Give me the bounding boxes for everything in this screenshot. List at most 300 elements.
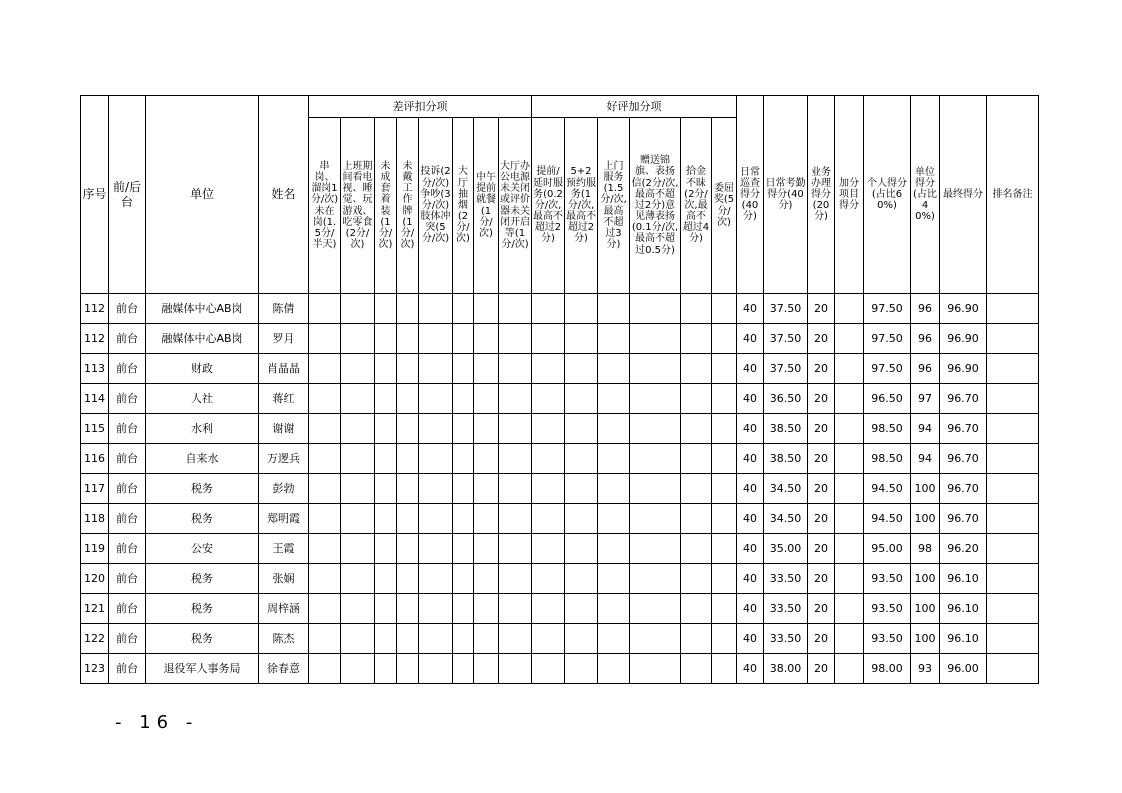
cell-unit-score: 98 [911, 534, 940, 564]
cell-no: 113 [81, 354, 109, 384]
cell-deduction-bonus-item [565, 654, 598, 684]
cell-front-back: 前台 [109, 324, 146, 354]
cell-deduction-bonus-item [598, 474, 630, 504]
table-row [81, 534, 1039, 564]
cell-final: 96.90 [940, 324, 987, 354]
cell-personal: 96.50 [864, 384, 911, 414]
cell-front-back: 前台 [109, 624, 146, 654]
cell-deduction-bonus-item [375, 294, 397, 324]
cell-unit: 退役军人事务局 [146, 654, 259, 684]
cell-deduction-bonus-item [375, 444, 397, 474]
cell-business: 20 [808, 384, 835, 414]
header-no: 序号 [81, 96, 109, 294]
cell-deduction-bonus-item [598, 444, 630, 474]
cell-deduction-bonus-item [630, 564, 681, 594]
cell-deduction-bonus-item [499, 354, 532, 384]
cell-deduction-bonus-item [309, 444, 341, 474]
cell-no: 116 [81, 444, 109, 474]
cell-bonus [835, 444, 864, 474]
cell-deduction-bonus-item [341, 444, 375, 474]
table-row [81, 474, 1039, 504]
cell-deduction-bonus-item [375, 534, 397, 564]
cell-deduction-bonus-item [419, 474, 453, 504]
cell-deduction-bonus-item [474, 354, 499, 384]
cell-attendance: 34.50 [764, 474, 808, 504]
cell-name: 谢谢 [259, 414, 309, 444]
cell-deduction-bonus-item [309, 624, 341, 654]
header-group-plus: 好评加分项 [532, 96, 737, 118]
cell-unit-score: 94 [911, 414, 940, 444]
cell-deduction-bonus-item [681, 564, 712, 594]
cell-deduction-bonus-item [453, 534, 474, 564]
cell-rank [987, 384, 1039, 414]
cell-deduction-bonus-item [375, 414, 397, 444]
cell-deduction-bonus-item [419, 384, 453, 414]
cell-bonus [835, 594, 864, 624]
cell-no: 112 [81, 294, 109, 324]
cell-deduction-bonus-item [309, 354, 341, 384]
cell-deduction-bonus-item [630, 354, 681, 384]
cell-personal: 98.50 [864, 444, 911, 474]
cell-front-back: 前台 [109, 594, 146, 624]
cell-deduction-bonus-item [630, 474, 681, 504]
cell-deduction-bonus-item [341, 534, 375, 564]
header-group-minus: 差评扣分项 [309, 96, 532, 118]
cell-deduction-bonus-item [309, 654, 341, 684]
cell-rank [987, 564, 1039, 594]
cell-unit: 自来水 [146, 444, 259, 474]
table-row [81, 594, 1039, 624]
cell-bonus [835, 294, 864, 324]
cell-deduction-bonus-item [532, 414, 565, 444]
cell-deduction-bonus-item [565, 384, 598, 414]
cell-deduction-bonus-item [499, 624, 532, 654]
cell-patrol: 40 [737, 324, 764, 354]
cell-deduction-bonus-item [474, 294, 499, 324]
cell-deduction-bonus-item [565, 294, 598, 324]
cell-unit-score: 94 [911, 444, 940, 474]
cell-deduction-bonus-item [598, 624, 630, 654]
cell-deduction-bonus-item [598, 384, 630, 414]
cell-deduction-bonus-item [532, 534, 565, 564]
cell-deduction-bonus-item [565, 504, 598, 534]
cell-deduction-bonus-item [341, 294, 375, 324]
cell-deduction-bonus-item [453, 354, 474, 384]
cell-deduction-bonus-item [453, 444, 474, 474]
cell-front-back: 前台 [109, 534, 146, 564]
cell-name: 周梓涵 [259, 594, 309, 624]
cell-deduction-bonus-item [397, 624, 419, 654]
cell-attendance: 33.50 [764, 624, 808, 654]
cell-personal: 97.50 [864, 354, 911, 384]
cell-deduction-bonus-item [309, 594, 341, 624]
cell-attendance: 38.00 [764, 654, 808, 684]
cell-final: 96.90 [940, 354, 987, 384]
cell-no: 114 [81, 384, 109, 414]
table-row [81, 354, 1039, 384]
cell-bonus [835, 384, 864, 414]
header-unit-score: 单位得分(占比40%) [911, 96, 940, 294]
cell-rank [987, 534, 1039, 564]
cell-front-back: 前台 [109, 354, 146, 384]
table-row [81, 414, 1039, 444]
cell-unit: 公安 [146, 534, 259, 564]
header-rank: 排名备注 [987, 96, 1039, 294]
cell-unit: 税务 [146, 474, 259, 504]
cell-deduction-bonus-item [532, 594, 565, 624]
cell-deduction-bonus-item [598, 594, 630, 624]
cell-unit-score: 100 [911, 624, 940, 654]
cell-no: 122 [81, 624, 109, 654]
cell-no: 121 [81, 594, 109, 624]
cell-deduction-bonus-item [453, 504, 474, 534]
header-attendance: 日常考勤得分(40分) [764, 96, 808, 294]
cell-rank [987, 354, 1039, 384]
cell-deduction-bonus-item [419, 564, 453, 594]
cell-deduction-bonus-item [375, 594, 397, 624]
cell-deduction-bonus-item [453, 624, 474, 654]
cell-unit-score: 97 [911, 384, 940, 414]
cell-deduction-bonus-item [309, 324, 341, 354]
cell-deduction-bonus-item [712, 444, 737, 474]
cell-patrol: 40 [737, 564, 764, 594]
cell-deduction-bonus-item [630, 294, 681, 324]
cell-business: 20 [808, 534, 835, 564]
cell-unit-score: 96 [911, 354, 940, 384]
cell-deduction-bonus-item [598, 504, 630, 534]
cell-bonus [835, 534, 864, 564]
cell-deduction-bonus-item [397, 324, 419, 354]
cell-front-back: 前台 [109, 294, 146, 324]
cell-deduction-bonus-item [681, 594, 712, 624]
cell-no: 118 [81, 504, 109, 534]
cell-deduction-bonus-item [565, 324, 598, 354]
cell-final: 96.10 [940, 564, 987, 594]
cell-deduction-bonus-item [630, 414, 681, 444]
header-plus-item: 上门服务(1.5分/次,最高不超过3分) [598, 118, 630, 294]
cell-unit-score: 96 [911, 294, 940, 324]
cell-deduction-bonus-item [681, 414, 712, 444]
cell-deduction-bonus-item [453, 324, 474, 354]
cell-rank [987, 294, 1039, 324]
cell-deduction-bonus-item [309, 414, 341, 444]
cell-rank [987, 414, 1039, 444]
cell-deduction-bonus-item [565, 354, 598, 384]
cell-deduction-bonus-item [681, 444, 712, 474]
cell-deduction-bonus-item [474, 624, 499, 654]
cell-deduction-bonus-item [309, 294, 341, 324]
header-business: 业务办理得分(20分) [808, 96, 835, 294]
cell-deduction-bonus-item [532, 504, 565, 534]
cell-deduction-bonus-item [453, 474, 474, 504]
cell-unit: 融媒体中心AB岗 [146, 294, 259, 324]
cell-deduction-bonus-item [630, 324, 681, 354]
cell-deduction-bonus-item [532, 474, 565, 504]
cell-deduction-bonus-item [453, 654, 474, 684]
cell-deduction-bonus-item [419, 294, 453, 324]
cell-unit: 税务 [146, 624, 259, 654]
cell-unit-score: 100 [911, 504, 940, 534]
cell-rank [987, 504, 1039, 534]
cell-unit: 财政 [146, 354, 259, 384]
cell-deduction-bonus-item [375, 384, 397, 414]
cell-deduction-bonus-item [630, 654, 681, 684]
cell-patrol: 40 [737, 354, 764, 384]
cell-deduction-bonus-item [712, 354, 737, 384]
cell-name: 王霞 [259, 534, 309, 564]
cell-name: 肖晶晶 [259, 354, 309, 384]
cell-final: 96.70 [940, 444, 987, 474]
cell-unit-score: 100 [911, 564, 940, 594]
cell-personal: 93.50 [864, 624, 911, 654]
cell-rank [987, 444, 1039, 474]
cell-deduction-bonus-item [474, 324, 499, 354]
header-name: 姓名 [259, 96, 309, 294]
cell-deduction-bonus-item [474, 504, 499, 534]
cell-patrol: 40 [737, 414, 764, 444]
cell-patrol: 40 [737, 474, 764, 504]
cell-rank [987, 654, 1039, 684]
cell-name: 徐春意 [259, 654, 309, 684]
cell-deduction-bonus-item [341, 564, 375, 594]
cell-no: 123 [81, 654, 109, 684]
cell-unit-score: 96 [911, 324, 940, 354]
cell-deduction-bonus-item [630, 444, 681, 474]
cell-deduction-bonus-item [565, 474, 598, 504]
cell-deduction-bonus-item [681, 504, 712, 534]
header-plus-item: 提前/延时服务(0.2分/次,最高不超过2分) [532, 118, 565, 294]
cell-deduction-bonus-item [630, 504, 681, 534]
cell-deduction-bonus-item [397, 384, 419, 414]
cell-deduction-bonus-item [565, 564, 598, 594]
cell-patrol: 40 [737, 594, 764, 624]
cell-name: 万逻兵 [259, 444, 309, 474]
cell-personal: 98.50 [864, 414, 911, 444]
score-table [80, 95, 1039, 684]
cell-deduction-bonus-item [474, 654, 499, 684]
cell-deduction-bonus-item [375, 474, 397, 504]
cell-deduction-bonus-item [375, 624, 397, 654]
cell-unit-score: 100 [911, 474, 940, 504]
cell-no: 117 [81, 474, 109, 504]
cell-deduction-bonus-item [419, 534, 453, 564]
cell-personal: 95.00 [864, 534, 911, 564]
cell-deduction-bonus-item [712, 624, 737, 654]
cell-deduction-bonus-item [419, 594, 453, 624]
cell-deduction-bonus-item [453, 384, 474, 414]
cell-deduction-bonus-item [419, 624, 453, 654]
cell-deduction-bonus-item [341, 324, 375, 354]
cell-deduction-bonus-item [375, 654, 397, 684]
cell-patrol: 40 [737, 534, 764, 564]
cell-deduction-bonus-item [397, 654, 419, 684]
cell-deduction-bonus-item [499, 594, 532, 624]
cell-name: 郑明霞 [259, 504, 309, 534]
cell-attendance: 36.50 [764, 384, 808, 414]
cell-deduction-bonus-item [712, 534, 737, 564]
cell-no: 112 [81, 324, 109, 354]
cell-attendance: 33.50 [764, 564, 808, 594]
cell-rank [987, 324, 1039, 354]
cell-deduction-bonus-item [630, 624, 681, 654]
cell-unit-score: 100 [911, 594, 940, 624]
cell-final: 96.70 [940, 474, 987, 504]
cell-deduction-bonus-item [532, 384, 565, 414]
cell-deduction-bonus-item [341, 504, 375, 534]
cell-name: 陈倩 [259, 294, 309, 324]
cell-deduction-bonus-item [397, 594, 419, 624]
cell-deduction-bonus-item [453, 294, 474, 324]
cell-deduction-bonus-item [712, 504, 737, 534]
header-personal: 个人得分(占比60%) [864, 96, 911, 294]
cell-deduction-bonus-item [309, 534, 341, 564]
header-bonus: 加分项目得分 [835, 96, 864, 294]
cell-deduction-bonus-item [453, 564, 474, 594]
cell-deduction-bonus-item [397, 564, 419, 594]
cell-deduction-bonus-item [341, 624, 375, 654]
cell-deduction-bonus-item [712, 654, 737, 684]
cell-attendance: 38.50 [764, 414, 808, 444]
cell-business: 20 [808, 504, 835, 534]
cell-deduction-bonus-item [565, 414, 598, 444]
cell-deduction-bonus-item [397, 414, 419, 444]
cell-deduction-bonus-item [499, 414, 532, 444]
cell-patrol: 40 [737, 444, 764, 474]
cell-deduction-bonus-item [499, 474, 532, 504]
cell-personal: 93.50 [864, 594, 911, 624]
cell-personal: 97.50 [864, 324, 911, 354]
cell-deduction-bonus-item [375, 354, 397, 384]
header-front-back: 前/后台 [109, 96, 146, 294]
cell-rank [987, 624, 1039, 654]
cell-deduction-bonus-item [419, 324, 453, 354]
cell-patrol: 40 [737, 294, 764, 324]
cell-name: 彭勃 [259, 474, 309, 504]
cell-business: 20 [808, 354, 835, 384]
table-row [81, 294, 1039, 324]
cell-deduction-bonus-item [598, 564, 630, 594]
cell-deduction-bonus-item [474, 474, 499, 504]
cell-deduction-bonus-item [375, 504, 397, 534]
cell-deduction-bonus-item [499, 294, 532, 324]
cell-deduction-bonus-item [397, 354, 419, 384]
cell-business: 20 [808, 624, 835, 654]
cell-deduction-bonus-item [598, 534, 630, 564]
cell-deduction-bonus-item [397, 504, 419, 534]
cell-deduction-bonus-item [397, 474, 419, 504]
cell-deduction-bonus-item [712, 414, 737, 444]
cell-patrol: 40 [737, 624, 764, 654]
cell-unit: 税务 [146, 594, 259, 624]
cell-deduction-bonus-item [630, 534, 681, 564]
cell-rank [987, 474, 1039, 504]
cell-deduction-bonus-item [712, 564, 737, 594]
header-plus-item: 委屈奖(5分/次) [712, 118, 737, 294]
header-plus-item: 赠送锦旗、表扬信(2分/次,最高不超过2分)意见薄表扬(0.1分/次,最高不超过0.5分) [630, 118, 681, 294]
cell-business: 20 [808, 564, 835, 594]
cell-personal: 93.50 [864, 564, 911, 594]
cell-attendance: 38.50 [764, 444, 808, 474]
cell-bonus [835, 504, 864, 534]
cell-front-back: 前台 [109, 474, 146, 504]
header-unit: 单位 [146, 96, 259, 294]
cell-attendance: 34.50 [764, 504, 808, 534]
cell-unit-score: 93 [911, 654, 940, 684]
cell-deduction-bonus-item [598, 414, 630, 444]
cell-patrol: 40 [737, 654, 764, 684]
cell-deduction-bonus-item [499, 564, 532, 594]
cell-bonus [835, 624, 864, 654]
cell-deduction-bonus-item [474, 414, 499, 444]
cell-deduction-bonus-item [397, 444, 419, 474]
table-row [81, 324, 1039, 354]
header-minus-item: 大厅办公电源未关闭或评价器未关闭开启等(1分/次) [499, 118, 532, 294]
cell-deduction-bonus-item [565, 624, 598, 654]
cell-personal: 94.50 [864, 474, 911, 504]
cell-patrol: 40 [737, 504, 764, 534]
cell-front-back: 前台 [109, 444, 146, 474]
cell-unit: 税务 [146, 564, 259, 594]
cell-final: 96.20 [940, 534, 987, 564]
cell-business: 20 [808, 594, 835, 624]
cell-deduction-bonus-item [532, 354, 565, 384]
header-minus-item: 未成套着装(1分/次) [375, 118, 397, 294]
cell-deduction-bonus-item [712, 474, 737, 504]
cell-deduction-bonus-item [598, 354, 630, 384]
cell-deduction-bonus-item [453, 594, 474, 624]
cell-deduction-bonus-item [681, 474, 712, 504]
table-row [81, 624, 1039, 654]
header-minus-item: 上班期间看电视、睡觉、玩游戏、吃零食(2分/次) [341, 118, 375, 294]
cell-deduction-bonus-item [341, 594, 375, 624]
cell-name: 张娴 [259, 564, 309, 594]
cell-unit: 融媒体中心AB岗 [146, 324, 259, 354]
cell-bonus [835, 324, 864, 354]
cell-final: 96.70 [940, 414, 987, 444]
cell-deduction-bonus-item [341, 354, 375, 384]
cell-name: 罗月 [259, 324, 309, 354]
cell-deduction-bonus-item [375, 324, 397, 354]
cell-business: 20 [808, 444, 835, 474]
cell-deduction-bonus-item [681, 354, 712, 384]
cell-deduction-bonus-item [681, 624, 712, 654]
cell-attendance: 37.50 [764, 294, 808, 324]
cell-business: 20 [808, 414, 835, 444]
cell-deduction-bonus-item [499, 504, 532, 534]
cell-bonus [835, 354, 864, 384]
cell-deduction-bonus-item [474, 384, 499, 414]
cell-unit: 人社 [146, 384, 259, 414]
header-minus-item: 串岗、溜岗1分/次)未在岗(1.5分/半天) [309, 118, 341, 294]
cell-deduction-bonus-item [499, 534, 532, 564]
cell-no: 115 [81, 414, 109, 444]
cell-deduction-bonus-item [474, 534, 499, 564]
cell-deduction-bonus-item [499, 384, 532, 414]
cell-rank [987, 594, 1039, 624]
cell-deduction-bonus-item [565, 534, 598, 564]
cell-deduction-bonus-item [397, 534, 419, 564]
header-plus-item: 5+2预约服务(1分/次,最高不超过2分) [565, 118, 598, 294]
cell-deduction-bonus-item [419, 504, 453, 534]
cell-deduction-bonus-item [681, 294, 712, 324]
cell-deduction-bonus-item [565, 594, 598, 624]
cell-deduction-bonus-item [681, 654, 712, 684]
cell-no: 119 [81, 534, 109, 564]
cell-deduction-bonus-item [681, 384, 712, 414]
table-row [81, 654, 1039, 684]
table-row [81, 444, 1039, 474]
cell-bonus [835, 474, 864, 504]
